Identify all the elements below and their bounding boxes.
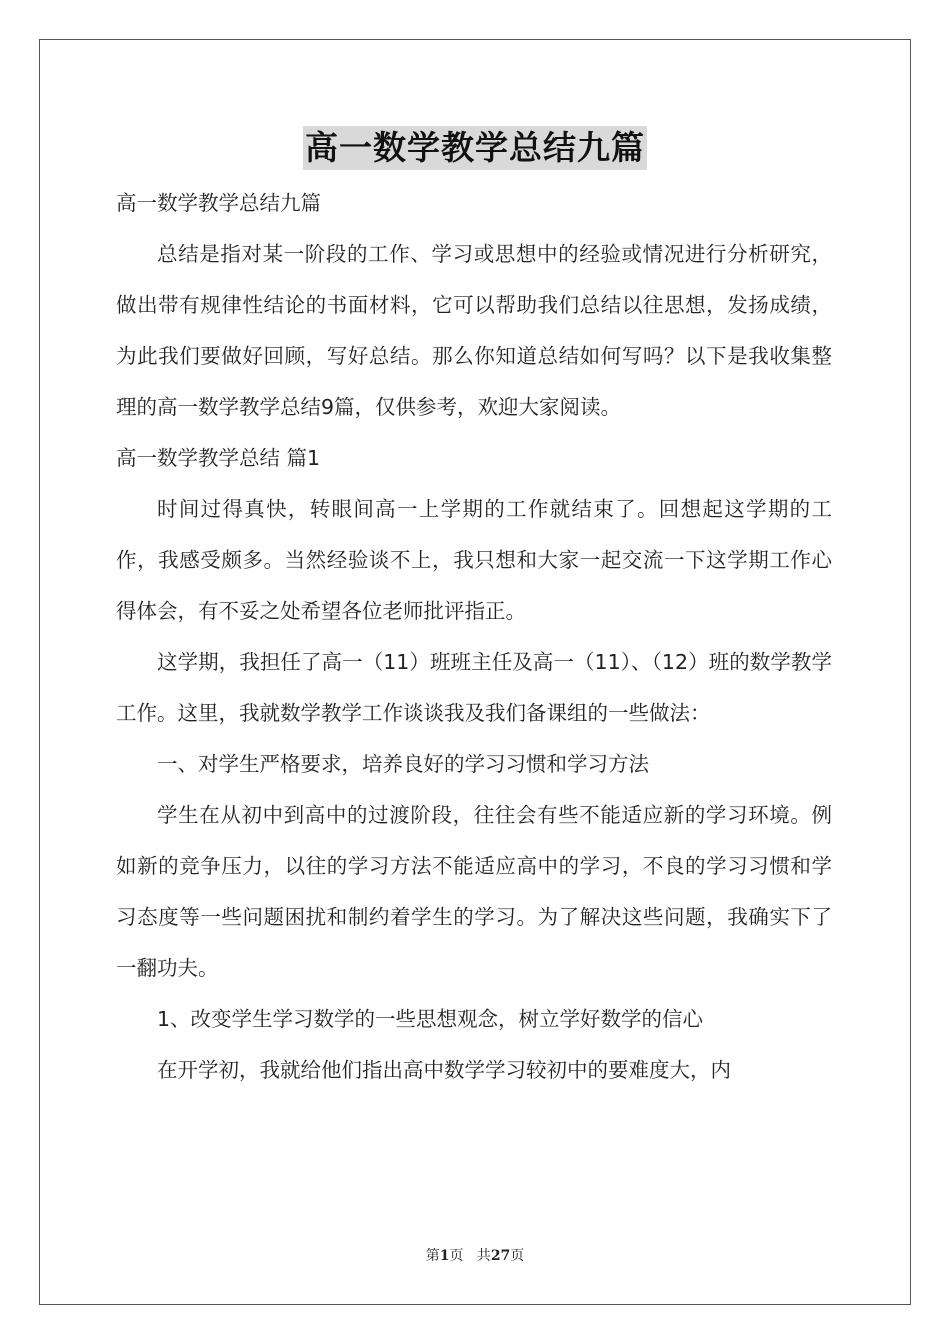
body-paragraph: 时间过得真快，转眼间高一上学期的工作就结束了。回想起这学期的工作，我感受颇多。当然经验谈不上，我只想和大家一起交流一下这学期工作心得体会，有不妥之处希望各位老师批评指正。 (116, 497, 832, 623)
total-page-number: 27 (490, 1248, 511, 1264)
body-paragraph: 这学期，我担任了高一（11）班班主任及高一（11）、（12）班的数学教学工作。这里，我就数学教学工作谈谈我及我们备课组的一些做法： (116, 650, 832, 725)
point-heading-1: 一、对学生严格要求，培养良好的学习习惯和学习方法 (157, 752, 649, 776)
body-paragraph: 在开学初，我就给他们指出高中数学学习较初中的要难度大，内 (157, 1058, 731, 1082)
document-body (116, 178, 832, 1096)
document-title: 高一数学教学总结九篇 (303, 126, 647, 170)
subtitle-paragraph: 高一数学教学总结九篇 (116, 191, 321, 215)
page-footer (0, 1245, 950, 1265)
current-page-number: 1 (439, 1248, 450, 1264)
footer-mid: 页 共 (449, 1248, 491, 1264)
section-heading-1: 高一数学教学总结 篇1 (116, 446, 321, 470)
title-container (0, 126, 950, 170)
footer-suffix: 页 (510, 1248, 525, 1264)
point-subheading-1: 1、改变学生学习数学的一些思想观念，树立学好数学的信心 (157, 1007, 704, 1031)
body-paragraph: 学生在从初中到高中的过渡阶段，往往会有些不能适应新的学习环境。例如新的竞争压力，以往的学习方法不能适应高中的学习，不良的学习习惯和学习态度等一些问题困扰和制约着学生的学习。为了解决这些问题，我确实下了一翻功夫。 (116, 803, 832, 980)
footer-prefix: 第 (425, 1248, 440, 1264)
intro-paragraph: 总结是指对某一阶段的工作、学习或思想中的经验或情况进行分析研究，做出带有规律性结论的书面材料，它可以帮助我们总结以往思想，发扬成绩，为此我们要做好回顾，写好总结。那么你知道总结如何写吗？以下是我收集整理的高一数学教学总结9篇，仅供参考，欢迎大家阅读。 (116, 242, 832, 419)
